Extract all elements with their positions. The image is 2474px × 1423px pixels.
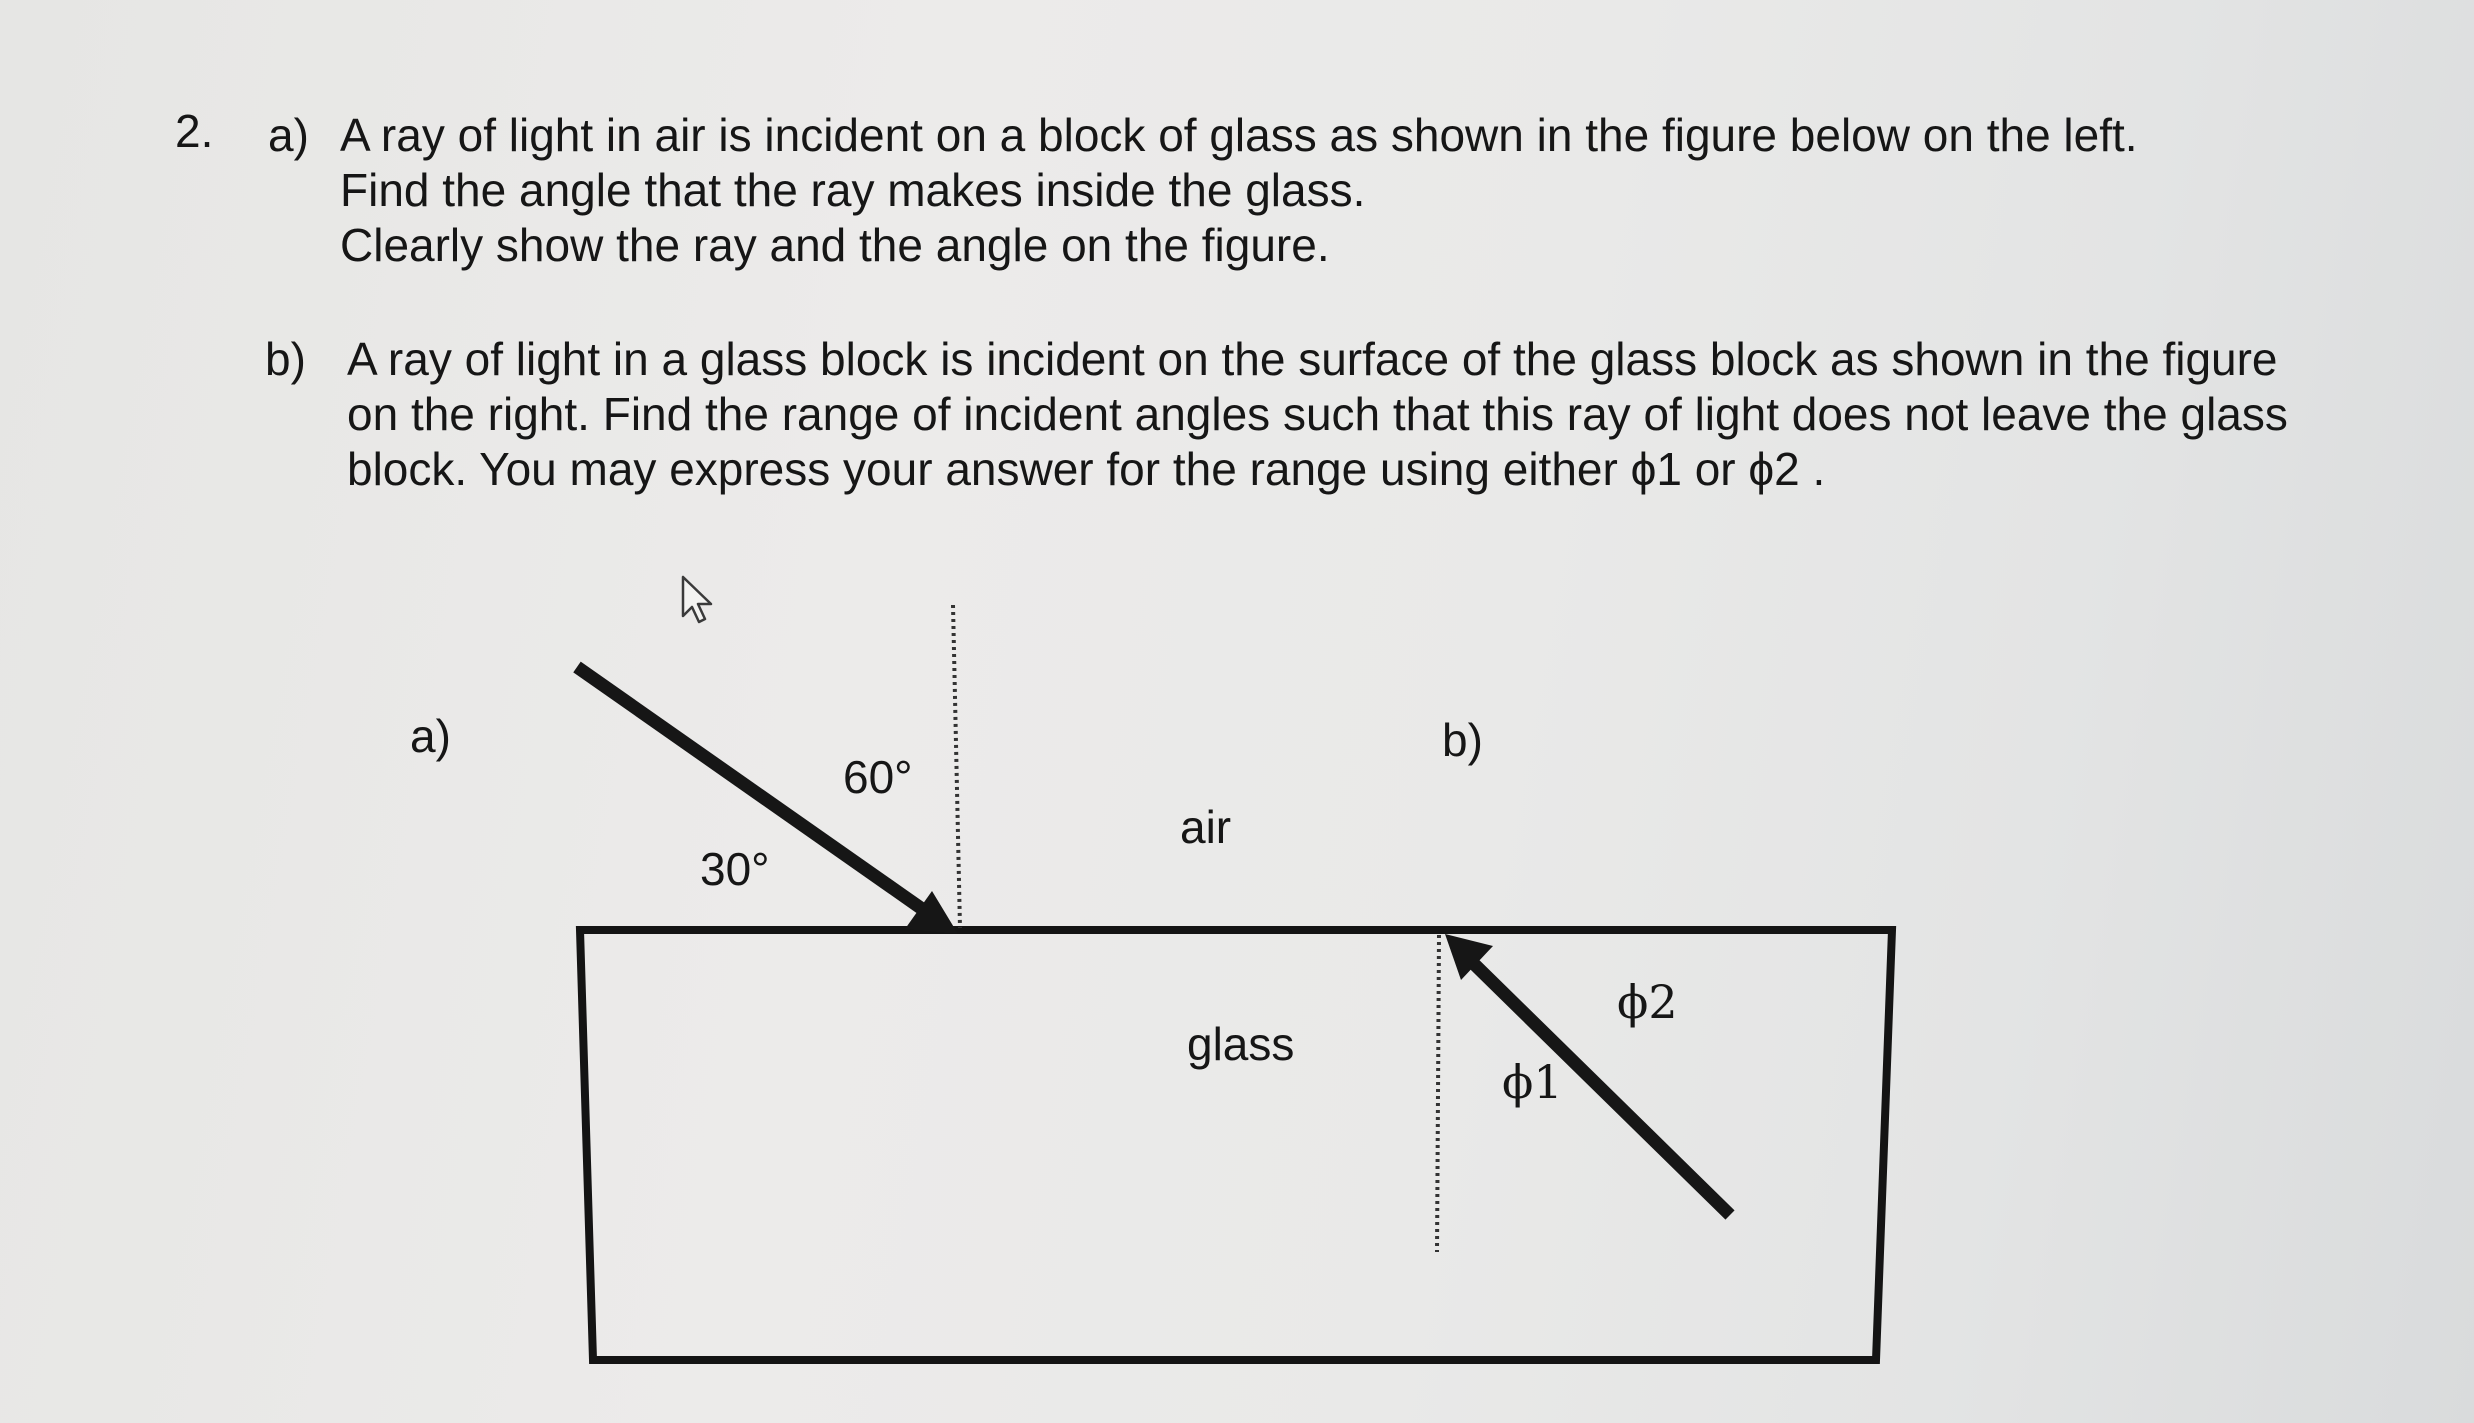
mouse-cursor-icon <box>683 577 711 622</box>
angle-label-30: 30° <box>700 843 770 895</box>
angle-label-phi1: ϕ1 <box>1502 1055 1563 1109</box>
angle-label-phi2: ϕ2 <box>1617 975 1678 1029</box>
angle-label-60: 60° <box>843 751 913 803</box>
normal-line-b <box>1437 935 1439 1252</box>
question-number: 2. <box>175 105 214 157</box>
part-a-line-1: A ray of light in air is incident on a block of glass as shown in the figure below on the left. <box>340 109 2138 161</box>
part-a-label: a) <box>268 109 309 161</box>
part-b-line-1: A ray of light in a glass block is incident on the surface of the glass block as shown in the figure <box>347 333 2278 385</box>
figure-label-b: b) <box>1442 714 1483 766</box>
normal-line-a <box>953 605 960 928</box>
glass-block-outline <box>580 930 1892 1360</box>
part-a-line-2: Find the angle that the ray makes inside the glass. <box>340 164 1366 216</box>
part-b-line-3: block. You may express your answer for the range using either ϕ1 or ϕ2 . <box>347 443 1826 495</box>
medium-label-air: air <box>1180 801 1232 853</box>
figure-label-a: a) <box>410 710 451 762</box>
medium-label-glass: glass <box>1187 1018 1295 1070</box>
part-b-line-2: on the right. Find the range of incident angles such that this ray of light does not leave the glass <box>347 388 2288 440</box>
part-a-line-3: Clearly show the ray and the angle on the figure. <box>340 219 1330 271</box>
part-b-label: b) <box>265 333 306 385</box>
